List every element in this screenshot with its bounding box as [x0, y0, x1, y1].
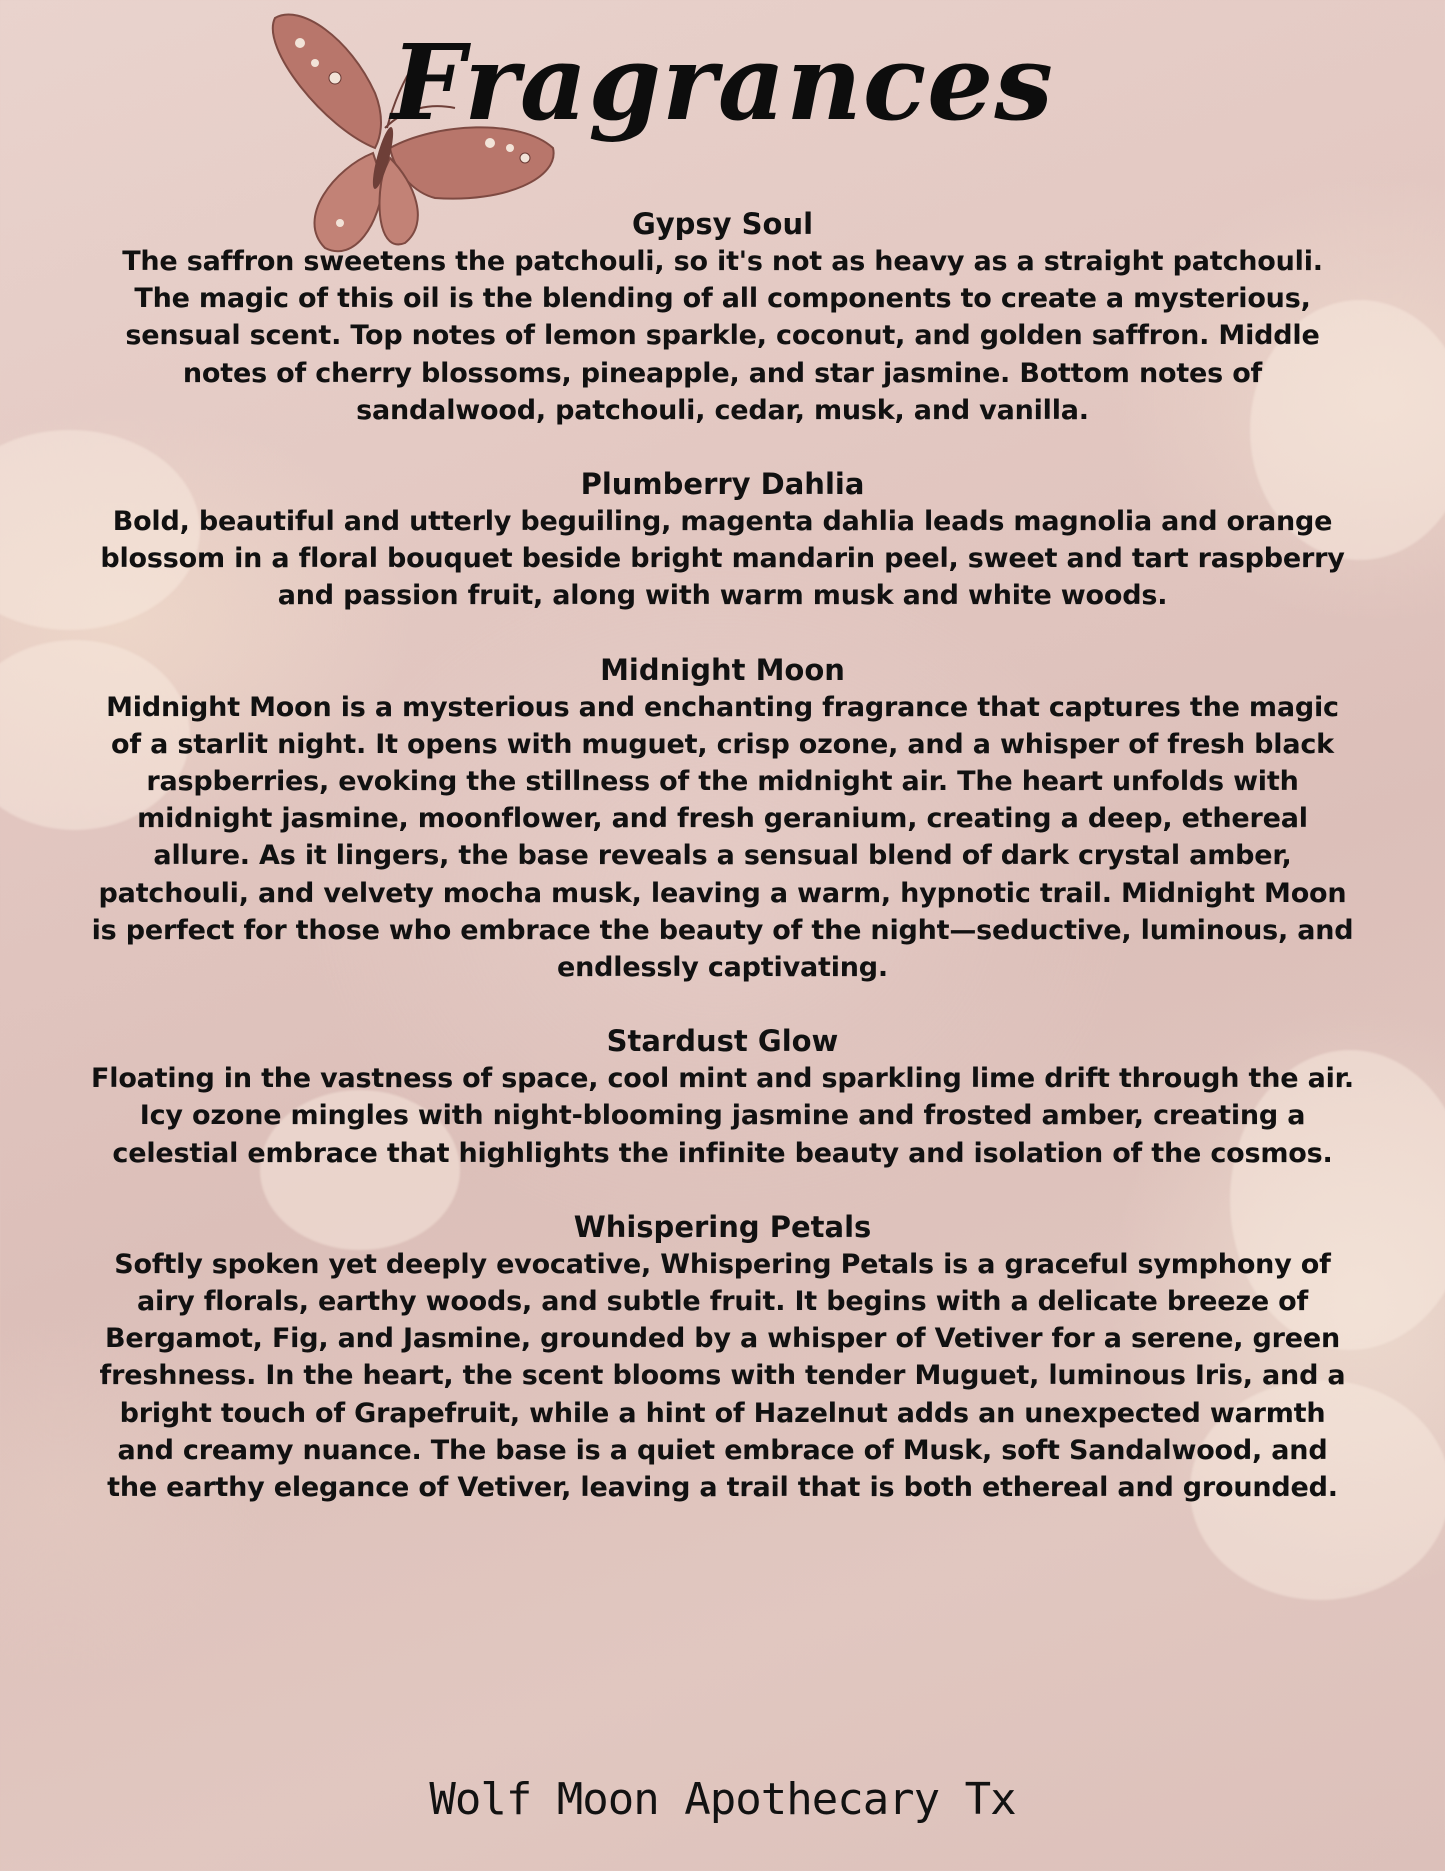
page-title: Fragrances	[391, 21, 1054, 144]
fragrance-section	[90, 652, 1355, 987]
brand-footer: Wolf Moon Apothecary Tx	[429, 1774, 1016, 1825]
fragrance-name: Stardust Glow	[606, 1024, 839, 1059]
fragrance-section	[90, 466, 1355, 615]
fragrance-section	[90, 206, 1355, 429]
fragrance-name: Plumberry Dahlia	[580, 467, 865, 502]
fragrance-description: Midnight Moon is a mysterious and enchanting fragrance that captures the magic of a starlit night. It opens with muguet, crisp ozone, and a whisper of fresh black raspberries, evoking the stillness of the midnight air. The heart unfolds with midnight jasmine, moonflower, and fresh geranium, creating a deep, ethereal allure. As it lingers, the base reveals a sensual blend of dark crystal amber, patchouli, and velvety mocha musk, leaving a warm, hypnotic trail. Midnight Moon is perfect for those who embrace the beauty of the night—seductive, luminous, and endlessly captivating.	[91, 691, 1354, 984]
fragrance-description: Bold, beautiful and utterly beguiling, magenta dahlia leads magnolia and orange blossom in a floral bouquet beside bright mandarin peel, sweet and tart raspberry and passion fruit, along with warm musk and white woods.	[100, 506, 1345, 612]
fragrance-section	[90, 1209, 1355, 1506]
fragrance-description: Floating in the vastness of space, cool mint and sparkling lime drift through the air. Icy ozone mingles with night-blooming jasmine and frosted amber, creating a celestial embrace that highlights the infinite beauty and isolation of the cosmos.	[91, 1063, 1354, 1169]
fragrance-name: Whispering Petals	[573, 1209, 872, 1244]
fragrance-name: Gypsy Soul	[631, 207, 814, 241]
fragrance-description: The saffron sweetens the patchouli, so it's not as heavy as a straight patchouli. The magic of this oil is the blending of all components to create a mysterious, sensual scent. Top notes of lemon sparkle, coconut, and golden saffron. Middle notes of cherry blossoms, pineapple, and star jasmine. Bottom notes of sandalwood, patchouli, cedar, musk, and vanilla.	[122, 246, 1323, 426]
fragrance-name: Midnight Moon	[600, 652, 845, 687]
fragrance-list	[90, 206, 1355, 1543]
fragrance-section	[90, 1023, 1355, 1172]
fragrance-description: Softly spoken yet deeply evocative, Whispering Petals is a graceful symphony of airy florals, earthy woods, and subtle fruit. It begins with a delicate breeze of Bergamot, Fig, and Jasmine, grounded by a whisper of Vetiver for a serene, green freshness. In the heart, the scent blooms with tender Muguet, luminous Iris, and a bright touch of Grapefruit, while a hint of Hazelnut adds an unexpected warmth and creamy nuance. The base is a quiet embrace of Musk, soft Sandalwood, and the earthy elegance of Vetiver, leaving a trail that is both ethereal and grounded.	[99, 1248, 1346, 1504]
